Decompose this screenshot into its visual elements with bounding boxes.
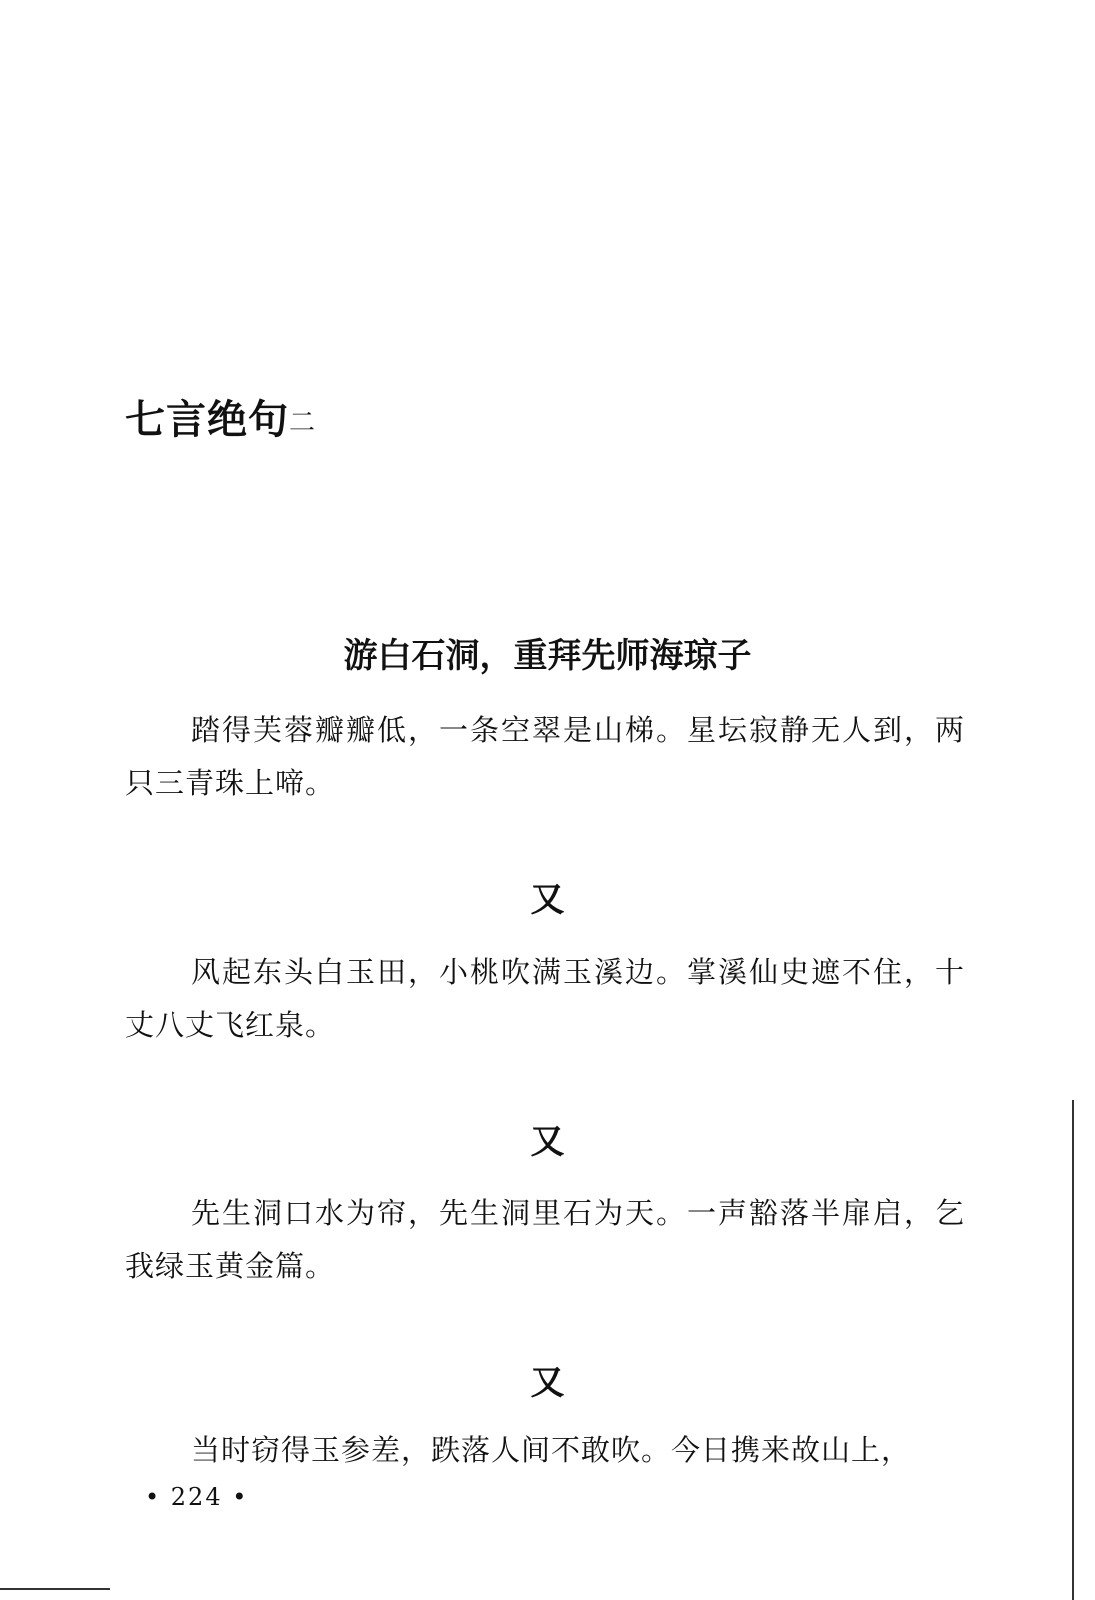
section-title-text: 七言绝句 xyxy=(125,397,289,443)
poem-text: 踏得芙蓉瓣瓣低，一条空翠是山梯。星坛寂静无人到，两只三青珠上啼。 xyxy=(125,713,965,800)
scan-edge-line xyxy=(1072,1100,1074,1600)
page-number: • 224 • xyxy=(145,1483,249,1511)
poem-text: 先生洞口水为帘，先生洞里石为天。一声豁落半扉启，乞我绿玉黄金篇。 xyxy=(125,1196,965,1283)
poem-text: 当时窃得玉参差，跌落人间不敢吹。今日携来故山上， xyxy=(191,1433,912,1467)
poem-title: 游白石洞，重拜先师海琼子 xyxy=(343,636,752,676)
poem-text: 风起东头白玉田，小桃吹满玉溪边。掌溪仙史遮不住，十丈八丈飞红泉。 xyxy=(125,955,965,1042)
poem-title: 又 xyxy=(530,1363,565,1403)
section-title-number: 二 xyxy=(289,408,317,438)
poem-title: 又 xyxy=(530,1122,565,1162)
scan-edge-line xyxy=(0,1588,110,1590)
section-title xyxy=(125,388,316,445)
poem-title: 又 xyxy=(530,880,565,920)
